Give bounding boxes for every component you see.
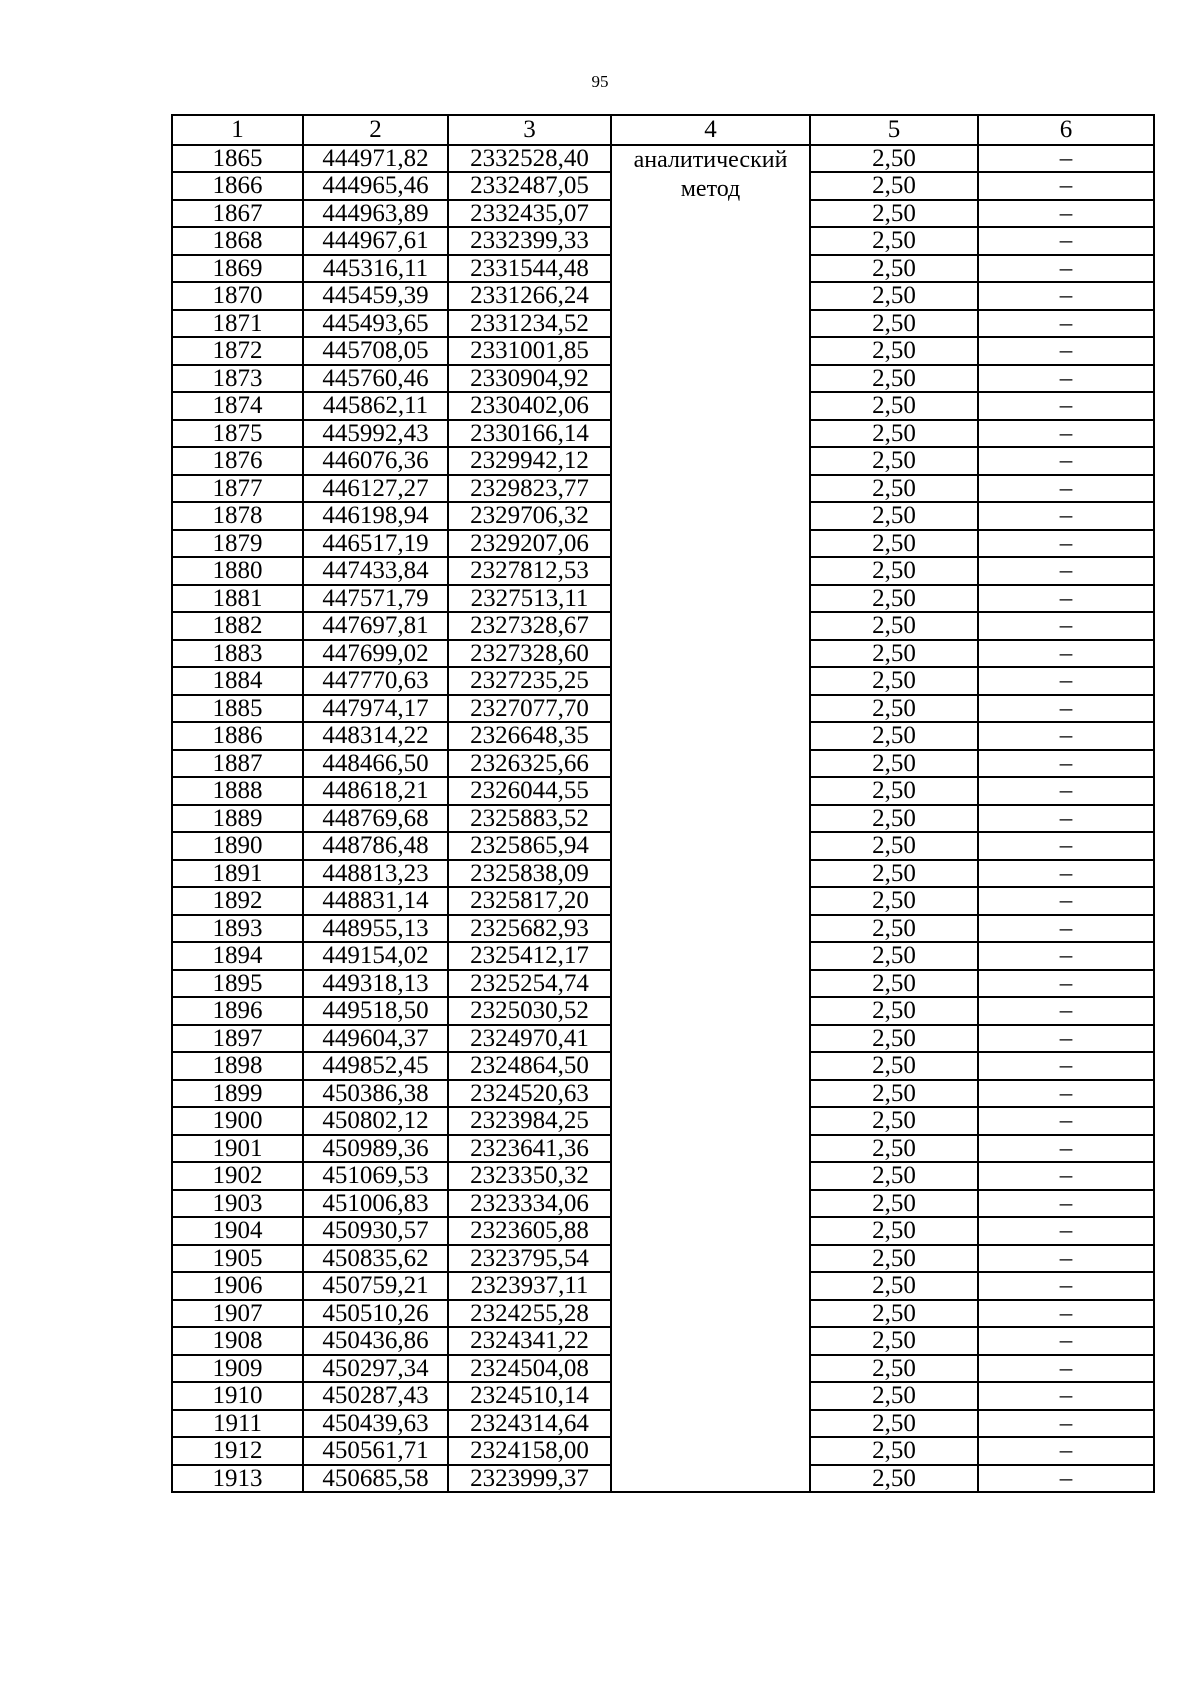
y-coordinate-cell: 2327328,60 [448, 640, 611, 668]
point-number-cell: 1894 [172, 942, 303, 970]
description-cell: – [978, 1465, 1154, 1493]
y-coordinate-cell: 2330166,14 [448, 420, 611, 448]
accuracy-cell: 2,50 [810, 997, 978, 1025]
description-cell: – [978, 392, 1154, 420]
header-cell: 3 [448, 115, 611, 145]
accuracy-cell: 2,50 [810, 475, 978, 503]
point-number-cell: 1896 [172, 997, 303, 1025]
point-number-cell: 1910 [172, 1382, 303, 1410]
point-number-cell: 1909 [172, 1355, 303, 1383]
point-number-cell: 1878 [172, 502, 303, 530]
x-coordinate-cell: 444965,46 [303, 172, 448, 200]
description-cell: – [978, 475, 1154, 503]
description-cell: – [978, 750, 1154, 778]
y-coordinate-cell: 2326648,35 [448, 722, 611, 750]
y-coordinate-cell: 2332487,05 [448, 172, 611, 200]
y-coordinate-cell: 2332435,07 [448, 200, 611, 228]
point-number-cell: 1904 [172, 1217, 303, 1245]
x-coordinate-cell: 444963,89 [303, 200, 448, 228]
point-number-cell: 1883 [172, 640, 303, 668]
description-cell: – [978, 612, 1154, 640]
description-cell: – [978, 447, 1154, 475]
description-cell: – [978, 1437, 1154, 1465]
description-cell: – [978, 970, 1154, 998]
description-cell: – [978, 667, 1154, 695]
accuracy-cell: 2,50 [810, 750, 978, 778]
point-number-cell: 1873 [172, 365, 303, 393]
description-cell: – [978, 1107, 1154, 1135]
description-cell: – [978, 1190, 1154, 1218]
y-coordinate-cell: 2323795,54 [448, 1245, 611, 1273]
accuracy-cell: 2,50 [810, 1465, 978, 1493]
point-number-cell: 1880 [172, 557, 303, 585]
y-coordinate-cell: 2326044,55 [448, 777, 611, 805]
accuracy-cell: 2,50 [810, 1217, 978, 1245]
accuracy-cell: 2,50 [810, 695, 978, 723]
y-coordinate-cell: 2323350,32 [448, 1162, 611, 1190]
x-coordinate-cell: 450759,21 [303, 1272, 448, 1300]
description-cell: – [978, 640, 1154, 668]
accuracy-cell: 2,50 [810, 722, 978, 750]
accuracy-cell: 2,50 [810, 530, 978, 558]
point-number-cell: 1889 [172, 805, 303, 833]
description-cell: – [978, 200, 1154, 228]
x-coordinate-cell: 450802,12 [303, 1107, 448, 1135]
description-cell: – [978, 255, 1154, 283]
description-cell: – [978, 997, 1154, 1025]
x-coordinate-cell: 448831,14 [303, 887, 448, 915]
y-coordinate-cell: 2325682,93 [448, 915, 611, 943]
x-coordinate-cell: 447699,02 [303, 640, 448, 668]
point-number-cell: 1906 [172, 1272, 303, 1300]
x-coordinate-cell: 445760,46 [303, 365, 448, 393]
y-coordinate-cell: 2327513,11 [448, 585, 611, 613]
accuracy-cell: 2,50 [810, 1327, 978, 1355]
point-number-cell: 1885 [172, 695, 303, 723]
description-cell: – [978, 337, 1154, 365]
point-number-cell: 1911 [172, 1410, 303, 1438]
x-coordinate-cell: 448813,23 [303, 860, 448, 888]
table-header-row [172, 115, 1154, 145]
y-coordinate-cell: 2327077,70 [448, 695, 611, 723]
x-coordinate-cell: 450835,62 [303, 1245, 448, 1273]
y-coordinate-cell: 2325817,20 [448, 887, 611, 915]
x-coordinate-cell: 449518,50 [303, 997, 448, 1025]
description-cell: – [978, 805, 1154, 833]
x-coordinate-cell: 445862,11 [303, 392, 448, 420]
y-coordinate-cell: 2325865,94 [448, 832, 611, 860]
x-coordinate-cell: 445316,11 [303, 255, 448, 283]
y-coordinate-cell: 2327328,67 [448, 612, 611, 640]
x-coordinate-cell: 448955,13 [303, 915, 448, 943]
point-number-cell: 1867 [172, 200, 303, 228]
y-coordinate-cell: 2324314,64 [448, 1410, 611, 1438]
point-number-cell: 1882 [172, 612, 303, 640]
accuracy-cell: 2,50 [810, 832, 978, 860]
accuracy-cell: 2,50 [810, 557, 978, 585]
description-cell: – [978, 1410, 1154, 1438]
x-coordinate-cell: 446517,19 [303, 530, 448, 558]
y-coordinate-cell: 2332528,40 [448, 145, 611, 173]
description-cell: – [978, 282, 1154, 310]
description-cell: – [978, 860, 1154, 888]
x-coordinate-cell: 445459,39 [303, 282, 448, 310]
x-coordinate-cell: 448466,50 [303, 750, 448, 778]
x-coordinate-cell: 446127,27 [303, 475, 448, 503]
y-coordinate-cell: 2331234,52 [448, 310, 611, 338]
point-number-cell: 1893 [172, 915, 303, 943]
point-number-cell: 1886 [172, 722, 303, 750]
point-number-cell: 1895 [172, 970, 303, 998]
y-coordinate-cell: 2323937,11 [448, 1272, 611, 1300]
header-cell: 4 [611, 115, 810, 145]
y-coordinate-cell: 2323984,25 [448, 1107, 611, 1135]
accuracy-cell: 2,50 [810, 502, 978, 530]
point-number-cell: 1874 [172, 392, 303, 420]
coordinates-table [171, 114, 1155, 1493]
point-number-cell: 1866 [172, 172, 303, 200]
description-cell: – [978, 172, 1154, 200]
description-cell: – [978, 1080, 1154, 1108]
description-cell: – [978, 1162, 1154, 1190]
description-cell: – [978, 1355, 1154, 1383]
y-coordinate-cell: 2323999,37 [448, 1465, 611, 1493]
x-coordinate-cell: 448786,48 [303, 832, 448, 860]
point-number-cell: 1892 [172, 887, 303, 915]
point-number-cell: 1898 [172, 1052, 303, 1080]
header-cell: 1 [172, 115, 303, 145]
y-coordinate-cell: 2324520,63 [448, 1080, 611, 1108]
y-coordinate-cell: 2325254,74 [448, 970, 611, 998]
point-number-cell: 1902 [172, 1162, 303, 1190]
description-cell: – [978, 502, 1154, 530]
point-number-cell: 1887 [172, 750, 303, 778]
point-number-cell: 1870 [172, 282, 303, 310]
x-coordinate-cell: 444967,61 [303, 227, 448, 255]
x-coordinate-cell: 445992,43 [303, 420, 448, 448]
accuracy-cell: 2,50 [810, 1080, 978, 1108]
x-coordinate-cell: 447770,63 [303, 667, 448, 695]
accuracy-cell: 2,50 [810, 805, 978, 833]
y-coordinate-cell: 2330904,92 [448, 365, 611, 393]
x-coordinate-cell: 450297,34 [303, 1355, 448, 1383]
table-row [172, 145, 1154, 173]
x-coordinate-cell: 450561,71 [303, 1437, 448, 1465]
y-coordinate-cell: 2325412,17 [448, 942, 611, 970]
accuracy-cell: 2,50 [810, 365, 978, 393]
accuracy-cell: 2,50 [810, 1190, 978, 1218]
accuracy-cell: 2,50 [810, 667, 978, 695]
y-coordinate-cell: 2323605,88 [448, 1217, 611, 1245]
point-number-cell: 1869 [172, 255, 303, 283]
accuracy-cell: 2,50 [810, 612, 978, 640]
x-coordinate-cell: 445493,65 [303, 310, 448, 338]
header-cell: 2 [303, 115, 448, 145]
point-number-cell: 1905 [172, 1245, 303, 1273]
accuracy-cell: 2,50 [810, 860, 978, 888]
accuracy-cell: 2,50 [810, 1410, 978, 1438]
x-coordinate-cell: 446076,36 [303, 447, 448, 475]
description-cell: – [978, 557, 1154, 585]
accuracy-cell: 2,50 [810, 585, 978, 613]
y-coordinate-cell: 2324504,08 [448, 1355, 611, 1383]
description-cell: – [978, 942, 1154, 970]
description-cell: – [978, 1327, 1154, 1355]
point-number-cell: 1901 [172, 1135, 303, 1163]
y-coordinate-cell: 2325030,52 [448, 997, 611, 1025]
x-coordinate-cell: 450685,58 [303, 1465, 448, 1493]
description-cell: – [978, 530, 1154, 558]
point-number-cell: 1881 [172, 585, 303, 613]
point-number-cell: 1872 [172, 337, 303, 365]
x-coordinate-cell: 447974,17 [303, 695, 448, 723]
description-cell: – [978, 915, 1154, 943]
point-number-cell: 1908 [172, 1327, 303, 1355]
y-coordinate-cell: 2325883,52 [448, 805, 611, 833]
x-coordinate-cell: 450510,26 [303, 1300, 448, 1328]
accuracy-cell: 2,50 [810, 172, 978, 200]
accuracy-cell: 2,50 [810, 1437, 978, 1465]
description-cell: – [978, 887, 1154, 915]
y-coordinate-cell: 2331544,48 [448, 255, 611, 283]
x-coordinate-cell: 451069,53 [303, 1162, 448, 1190]
accuracy-cell: 2,50 [810, 970, 978, 998]
description-cell: – [978, 832, 1154, 860]
description-cell: – [978, 1272, 1154, 1300]
y-coordinate-cell: 2331001,85 [448, 337, 611, 365]
x-coordinate-cell: 450989,36 [303, 1135, 448, 1163]
description-cell: – [978, 1025, 1154, 1053]
point-number-cell: 1871 [172, 310, 303, 338]
accuracy-cell: 2,50 [810, 447, 978, 475]
y-coordinate-cell: 2324510,14 [448, 1382, 611, 1410]
accuracy-cell: 2,50 [810, 200, 978, 228]
x-coordinate-cell: 450386,38 [303, 1080, 448, 1108]
accuracy-cell: 2,50 [810, 337, 978, 365]
accuracy-cell: 2,50 [810, 282, 978, 310]
accuracy-cell: 2,50 [810, 1355, 978, 1383]
x-coordinate-cell: 447433,84 [303, 557, 448, 585]
y-coordinate-cell: 2324158,00 [448, 1437, 611, 1465]
x-coordinate-cell: 448314,22 [303, 722, 448, 750]
y-coordinate-cell: 2331266,24 [448, 282, 611, 310]
x-coordinate-cell: 446198,94 [303, 502, 448, 530]
point-number-cell: 1879 [172, 530, 303, 558]
point-number-cell: 1907 [172, 1300, 303, 1328]
x-coordinate-cell: 449852,45 [303, 1052, 448, 1080]
point-number-cell: 1884 [172, 667, 303, 695]
y-coordinate-cell: 2329207,06 [448, 530, 611, 558]
point-number-cell: 1891 [172, 860, 303, 888]
y-coordinate-cell: 2324341,22 [448, 1327, 611, 1355]
x-coordinate-cell: 447697,81 [303, 612, 448, 640]
y-coordinate-cell: 2324864,50 [448, 1052, 611, 1080]
table-body [172, 145, 1154, 1493]
accuracy-cell: 2,50 [810, 227, 978, 255]
y-coordinate-cell: 2327812,53 [448, 557, 611, 585]
x-coordinate-cell: 444971,82 [303, 145, 448, 173]
accuracy-cell: 2,50 [810, 420, 978, 448]
accuracy-cell: 2,50 [810, 1272, 978, 1300]
point-number-cell: 1912 [172, 1437, 303, 1465]
x-coordinate-cell: 451006,83 [303, 1190, 448, 1218]
y-coordinate-cell: 2327235,25 [448, 667, 611, 695]
y-coordinate-cell: 2332399,33 [448, 227, 611, 255]
description-cell: – [978, 1300, 1154, 1328]
y-coordinate-cell: 2323334,06 [448, 1190, 611, 1218]
x-coordinate-cell: 449318,13 [303, 970, 448, 998]
description-cell: – [978, 420, 1154, 448]
y-coordinate-cell: 2326325,66 [448, 750, 611, 778]
accuracy-cell: 2,50 [810, 915, 978, 943]
y-coordinate-cell: 2329706,32 [448, 502, 611, 530]
accuracy-cell: 2,50 [810, 887, 978, 915]
description-cell: – [978, 695, 1154, 723]
accuracy-cell: 2,50 [810, 1107, 978, 1135]
x-coordinate-cell: 448618,21 [303, 777, 448, 805]
x-coordinate-cell: 447571,79 [303, 585, 448, 613]
x-coordinate-cell: 450287,43 [303, 1382, 448, 1410]
accuracy-cell: 2,50 [810, 1135, 978, 1163]
accuracy-cell: 2,50 [810, 1382, 978, 1410]
accuracy-cell: 2,50 [810, 1245, 978, 1273]
description-cell: – [978, 1382, 1154, 1410]
point-number-cell: 1876 [172, 447, 303, 475]
header-cell: 6 [978, 115, 1154, 145]
method-cell: аналитический метод [611, 145, 810, 1493]
x-coordinate-cell: 449604,37 [303, 1025, 448, 1053]
description-cell: – [978, 227, 1154, 255]
x-coordinate-cell: 450439,63 [303, 1410, 448, 1438]
page-number: 95 [591, 72, 609, 91]
point-number-cell: 1897 [172, 1025, 303, 1053]
accuracy-cell: 2,50 [810, 640, 978, 668]
y-coordinate-cell: 2324255,28 [448, 1300, 611, 1328]
y-coordinate-cell: 2325838,09 [448, 860, 611, 888]
point-number-cell: 1890 [172, 832, 303, 860]
accuracy-cell: 2,50 [810, 145, 978, 173]
y-coordinate-cell: 2323641,36 [448, 1135, 611, 1163]
description-cell: – [978, 145, 1154, 173]
point-number-cell: 1868 [172, 227, 303, 255]
accuracy-cell: 2,50 [810, 255, 978, 283]
description-cell: – [978, 777, 1154, 805]
accuracy-cell: 2,50 [810, 1025, 978, 1053]
point-number-cell: 1913 [172, 1465, 303, 1493]
x-coordinate-cell: 449154,02 [303, 942, 448, 970]
description-cell: – [978, 365, 1154, 393]
accuracy-cell: 2,50 [810, 310, 978, 338]
header-cell: 5 [810, 115, 978, 145]
x-coordinate-cell: 450930,57 [303, 1217, 448, 1245]
accuracy-cell: 2,50 [810, 392, 978, 420]
accuracy-cell: 2,50 [810, 1052, 978, 1080]
accuracy-cell: 2,50 [810, 1162, 978, 1190]
y-coordinate-cell: 2324970,41 [448, 1025, 611, 1053]
accuracy-cell: 2,50 [810, 942, 978, 970]
description-cell: – [978, 310, 1154, 338]
y-coordinate-cell: 2330402,06 [448, 392, 611, 420]
x-coordinate-cell: 450436,86 [303, 1327, 448, 1355]
y-coordinate-cell: 2329942,12 [448, 447, 611, 475]
point-number-cell: 1865 [172, 145, 303, 173]
y-coordinate-cell: 2329823,77 [448, 475, 611, 503]
description-cell: – [978, 1245, 1154, 1273]
description-cell: – [978, 585, 1154, 613]
x-coordinate-cell: 445708,05 [303, 337, 448, 365]
description-cell: – [978, 1135, 1154, 1163]
x-coordinate-cell: 448769,68 [303, 805, 448, 833]
point-number-cell: 1875 [172, 420, 303, 448]
point-number-cell: 1899 [172, 1080, 303, 1108]
description-cell: – [978, 1217, 1154, 1245]
accuracy-cell: 2,50 [810, 777, 978, 805]
point-number-cell: 1888 [172, 777, 303, 805]
accuracy-cell: 2,50 [810, 1300, 978, 1328]
point-number-cell: 1877 [172, 475, 303, 503]
description-cell: – [978, 1052, 1154, 1080]
description-cell: – [978, 722, 1154, 750]
point-number-cell: 1903 [172, 1190, 303, 1218]
point-number-cell: 1900 [172, 1107, 303, 1135]
